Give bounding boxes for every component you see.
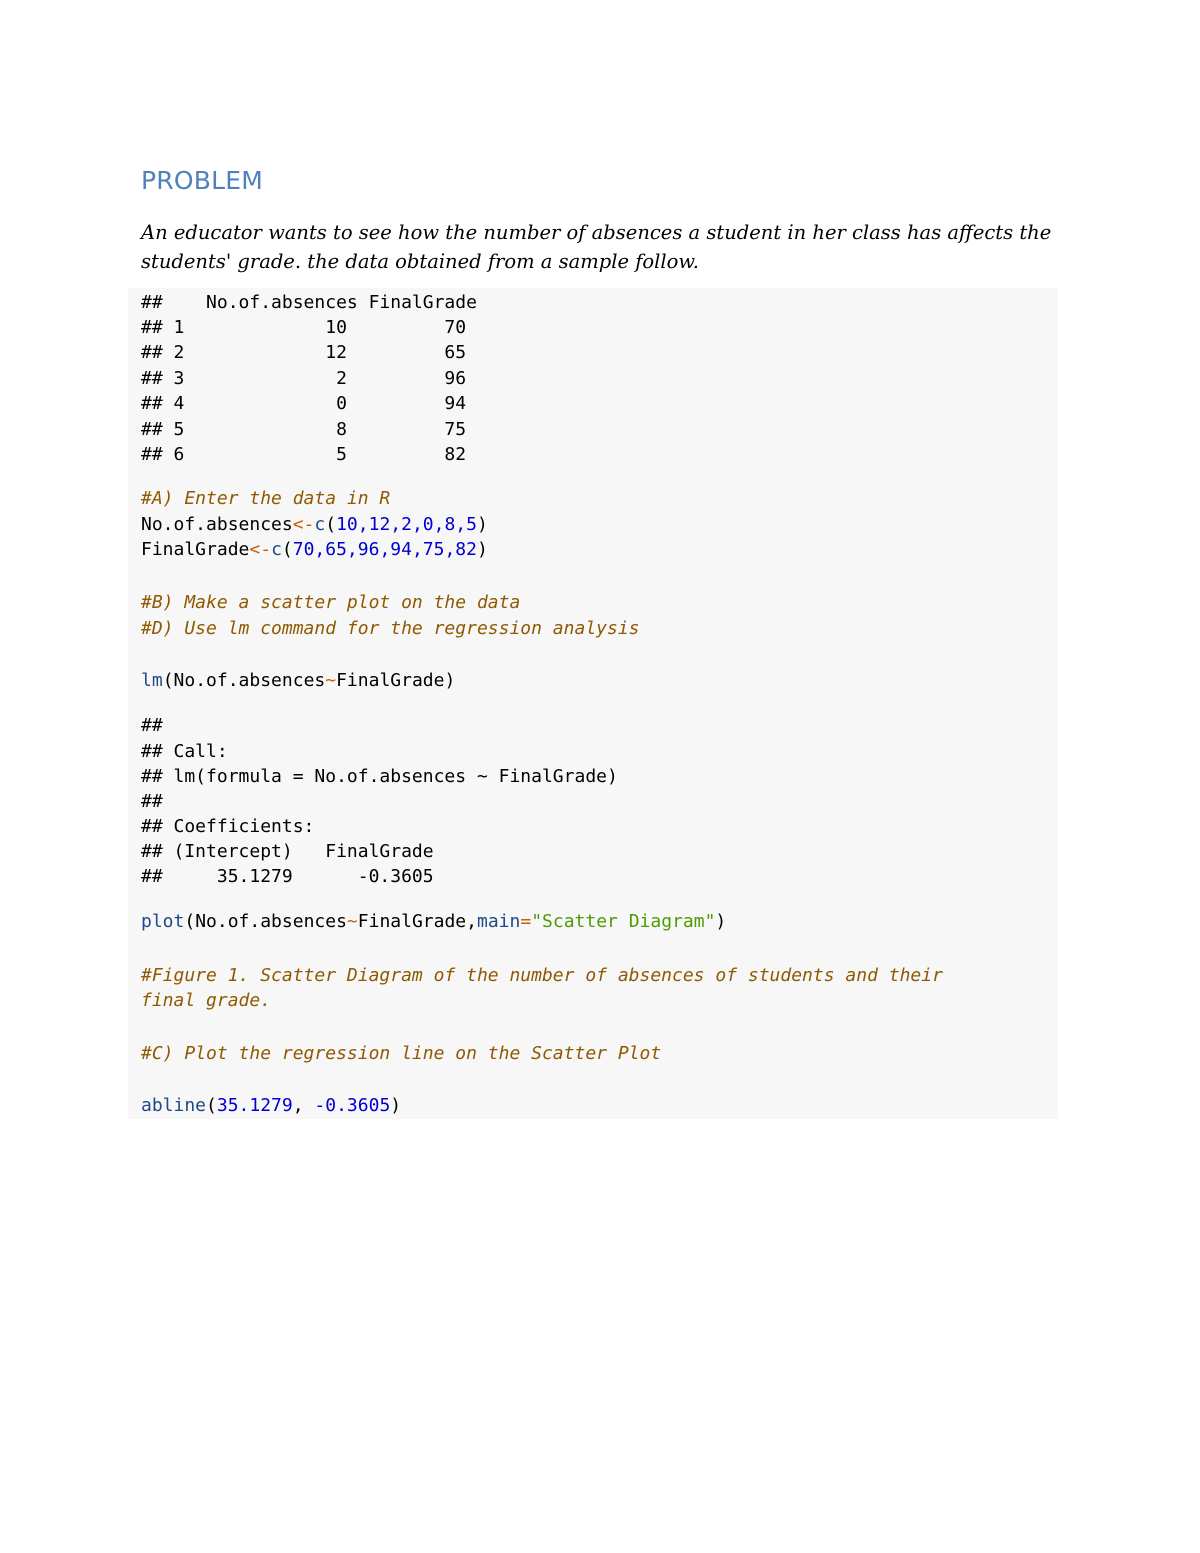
function-name: lm [141, 670, 163, 691]
paren-open: ( [325, 514, 337, 535]
code-line-plot [141, 909, 726, 934]
function-name: plot [141, 911, 185, 932]
var-name: FinalGrade [141, 539, 250, 560]
numeric-values: 70,65,96,94,75,82 [292, 539, 477, 560]
paren-open: ( [206, 1095, 217, 1116]
lm-args-right: FinalGrade) [336, 670, 456, 691]
lm-output-line: ## 35.1279 -0.3605 [141, 866, 434, 887]
numeric-values: 10,12,2,0,8,5 [336, 514, 477, 535]
paren-close: ) [715, 911, 727, 932]
data-table-row: ## 1 10 70 [141, 317, 467, 338]
problem-description-line-2: students' grade. the data obtained from a sample follow. [141, 250, 699, 273]
code-line-lm [141, 668, 455, 693]
paren-open: ( [281, 539, 293, 560]
lm-output-line: ## Call: [141, 741, 228, 762]
code-line-absences [141, 512, 488, 537]
function-name: abline [141, 1095, 207, 1116]
assign-operator: <- [292, 514, 315, 535]
paren-close: ) [476, 539, 488, 560]
comment-scatter-plot: #B) Make a scatter plot on the data [141, 592, 521, 613]
code-line-abline [141, 1093, 401, 1118]
data-table-row: ## 5 8 75 [141, 419, 467, 440]
problem-description-line-1: An educator wants to see how the number of absences a student in her class has affects the [141, 221, 1052, 244]
problem-description [141, 218, 1071, 276]
lm-output-line: ## [141, 715, 163, 736]
code-line-finalgrade [141, 537, 488, 562]
data-table-row: ## 6 5 82 [141, 444, 467, 465]
equals-operator: = [520, 911, 532, 932]
tilde-operator: ~ [325, 670, 337, 691]
data-table-header: ## No.of.absences FinalGrade [141, 292, 477, 313]
intercept-value: 35.1279 [216, 1095, 293, 1116]
assign-operator: <- [249, 539, 272, 560]
lm-output-line: ## [141, 791, 163, 812]
lm-output-line: ## (Intercept) FinalGrade [141, 841, 434, 862]
plot-args-left: (No.of.absences [184, 911, 347, 932]
figure-caption-line-1: #Figure 1. Scatter Diagram of the number of absences of students and their [141, 965, 943, 986]
figure-caption-line-2: final grade. [141, 990, 272, 1011]
comment-regression-line: #C) Plot the regression line on the Scatter Plot [141, 1043, 662, 1064]
lm-output-line: ## Coefficients: [141, 816, 315, 837]
data-table-row: ## 3 2 96 [141, 368, 467, 389]
data-table-row: ## 4 0 94 [141, 393, 467, 414]
comment-lm-command: #D) Use lm command for the regression analysis [141, 618, 640, 639]
separator: , [292, 1095, 315, 1116]
tilde-operator: ~ [346, 911, 358, 932]
problem-heading: PROBLEM [141, 166, 263, 195]
paren-close: ) [476, 514, 488, 535]
function-name: c [314, 514, 326, 535]
argument-name: main [476, 911, 521, 932]
paren-close: ) [390, 1095, 402, 1116]
data-table-row: ## 2 12 65 [141, 342, 467, 363]
comment-enter-data: #A) Enter the data in R [141, 488, 391, 509]
lm-args-left: (No.of.absences [162, 670, 326, 691]
plot-args-mid: FinalGrade, [357, 911, 477, 932]
var-name: No.of.absences [141, 514, 293, 535]
lm-output-line: ## lm(formula = No.of.absences ~ FinalGrade) [141, 766, 618, 787]
slope-value: -0.3605 [314, 1095, 391, 1116]
function-name: c [271, 539, 282, 560]
string-literal: "Scatter Diagram" [531, 911, 716, 932]
